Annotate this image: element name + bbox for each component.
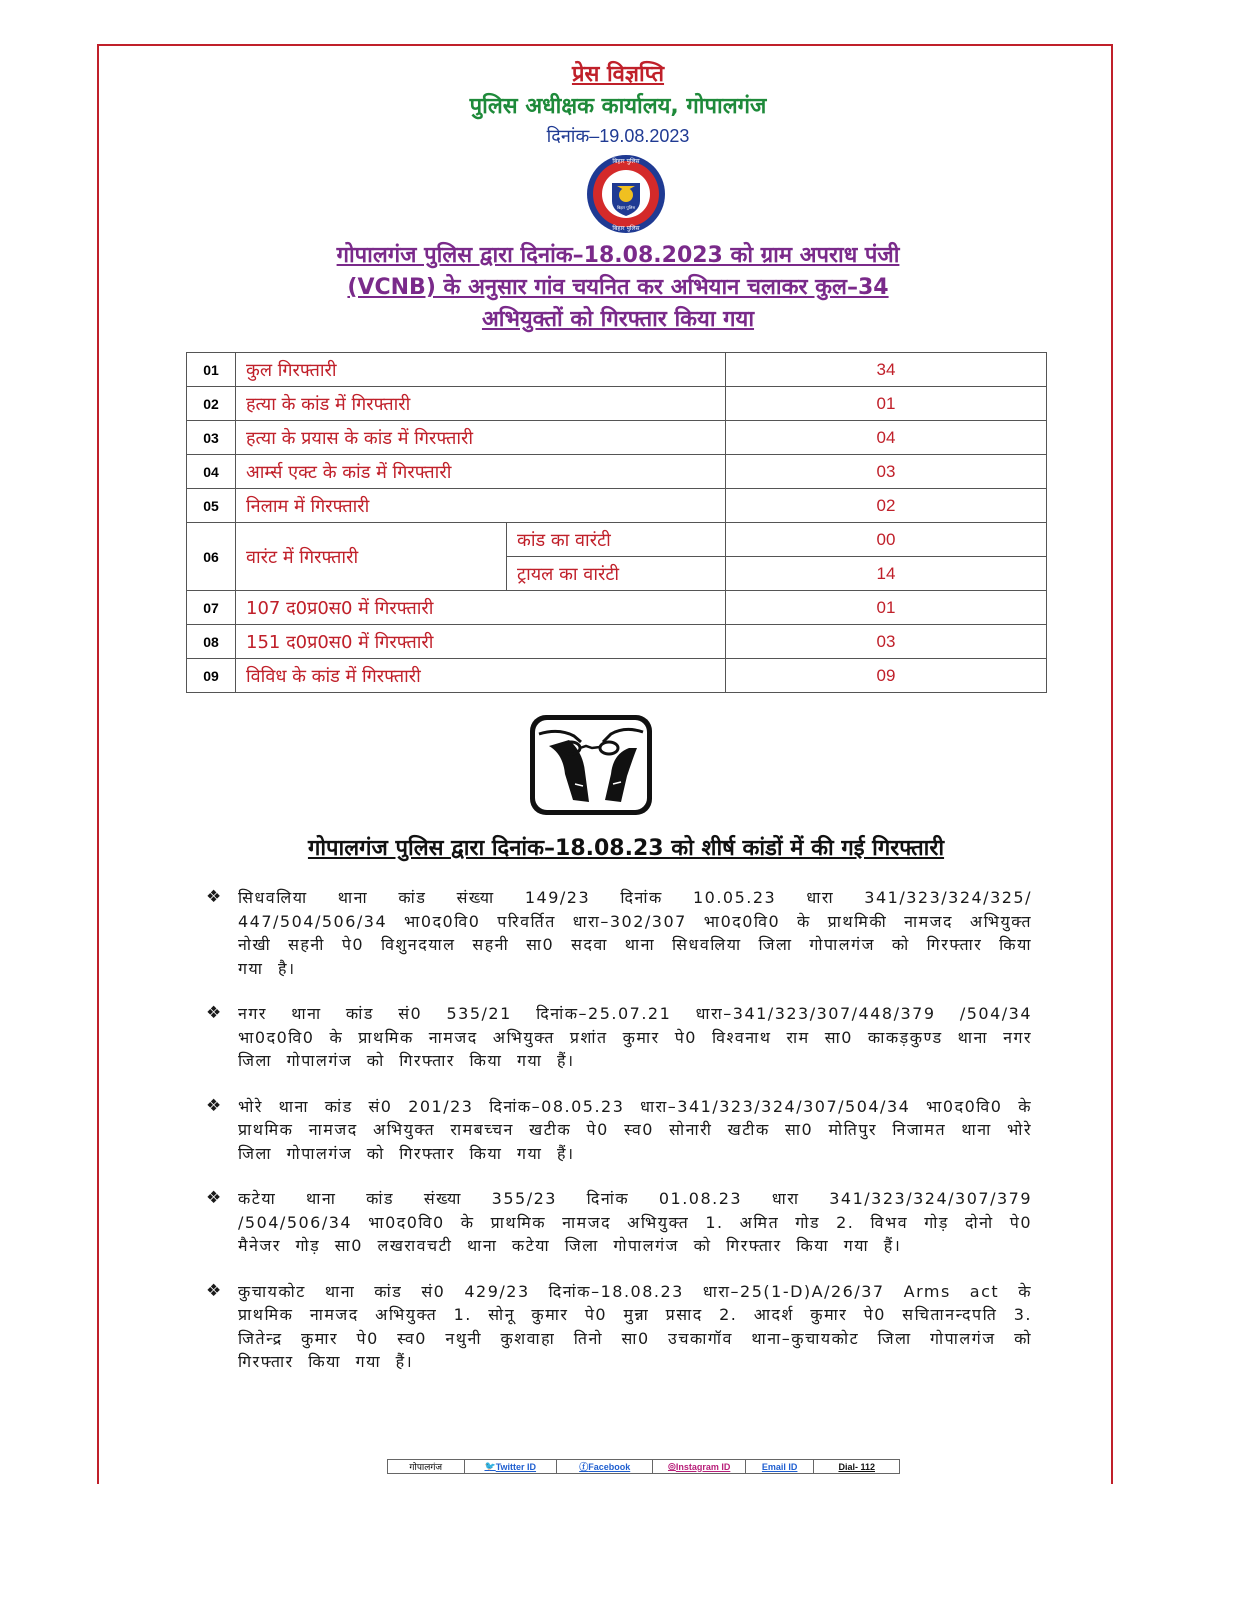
- row-label: 107 द0प्र0स0 में गिरफ्तारी: [236, 591, 726, 625]
- table-row: [187, 455, 1047, 489]
- bullet-diamond-icon: ❖: [206, 1003, 223, 1023]
- footer-social-bar: [387, 1459, 900, 1474]
- bullet-diamond-icon: ❖: [206, 1280, 223, 1301]
- table-row: [187, 387, 1047, 421]
- release-date: दिनांक–19.08.2023: [546, 126, 690, 146]
- seal-text-top: बिहार पुलिस: [612, 158, 640, 165]
- row-label: निलाम में गिरफ्तारी: [236, 489, 726, 523]
- list-item-text: सिधवलिया थाना कांड संख्या 149/23 दिनांक 10.05.23 धारा 341/323/324/325/ 447/504/506/34 भा0द0वि0 परिवर्तित धारा–302/307 भा0द0वि0 के प्राथमिकी नामजद अभियुक्त नोखी सहनी पे0 विशुनदयाल सहनी सा0 सदवा थाना सिधवलिया जिला गोपालगंज को गिरफ्तार किया गया है।: [238, 888, 1032, 978]
- list-item: [206, 886, 1032, 980]
- row-number: 03: [187, 421, 236, 455]
- row-value: 34: [726, 353, 1047, 387]
- headline-line-2: (VCNB) के अनुसार गांव चयनित कर अभियान चलाकर कुल–34: [347, 275, 889, 300]
- table-row: [187, 659, 1047, 693]
- seal-text-bottom: बिहार पुलिस: [612, 225, 640, 232]
- list-item: [206, 1187, 1032, 1258]
- twitter-link[interactable]: 🐦 Twitter ID: [465, 1460, 557, 1473]
- row-value: 01: [726, 591, 1047, 625]
- list-item-text: नगर थाना कांड सं0 535/21 दिनांक–25.07.21 धारा–341/323/307/448/379 /504/34 भा0द0वि0 के प्राथमिक नामजद अभियुक्त प्रशांत कुमार पे0 विश्वनाथ राम सा0 काकड़कुण्ड थाना नगर जिला गोपालगंज को गिरफ्तार किया गया हैं।: [238, 1004, 1032, 1070]
- row-value: 14: [726, 557, 1047, 591]
- row-value: 01: [726, 387, 1047, 421]
- row-value: 04: [726, 421, 1047, 455]
- office-name: पुलिस अधीक्षक कार्यालय, गोपालगंज: [469, 94, 767, 119]
- seal-text-inner: बिहार पुलिस: [616, 205, 636, 210]
- bullet-diamond-icon: ❖: [206, 1095, 223, 1116]
- handcuffs-icon: [529, 714, 653, 816]
- row-number: 07: [187, 591, 236, 625]
- row-number: 05: [187, 489, 236, 523]
- row-number: 04: [187, 455, 236, 489]
- table-row: [187, 523, 1047, 557]
- section-heading: गोपालगंज पुलिस द्वारा दिनांक–18.08.23 को शीर्ष कांडों में की गई गिरफ्तारी: [307, 836, 945, 861]
- row-label: वारंट में गिरफ्तारी: [236, 523, 507, 591]
- row-label: कुल गिरफ्तारी: [236, 353, 726, 387]
- list-item: [206, 1280, 1032, 1374]
- instagram-icon: ◎: [667, 1461, 676, 1471]
- bullet-diamond-icon: ❖: [206, 1188, 223, 1208]
- row-label: हत्या के कांड में गिरफ्तारी: [236, 387, 726, 421]
- warrant-sub-label: ट्रायल का वारंटी: [507, 557, 726, 591]
- row-number: 09: [187, 659, 236, 693]
- warrant-sub-label: कांड का वारंटी: [507, 523, 726, 557]
- list-item-text: कुचायकोट थाना कांड सं0 429/23 दिनांक–18.08.23 धारा–25(1-D)A/26/37 Arms act के प्राथमिक नामजद अभियुक्त 1. सोनू कुमार पे0 मुन्ना प्रसाद 2. आदर्श कुमार पे0 सचितानन्दपति 3. जितेन्द्र कुमार पे0 स्व0 नथुनी कुशवाहा तिनो सा0 उचकागॉव थाना–कुचायकोट जिला गोपालगंज को गिरफ्तार किया गया हैं।: [238, 1281, 1032, 1371]
- row-value: 09: [726, 659, 1047, 693]
- headline-line-3: अभियुक्तों को गिरफ्तार किया गया: [481, 307, 755, 332]
- table-row: [187, 489, 1047, 523]
- twitter-icon: 🐦: [484, 1461, 496, 1471]
- row-label: हत्या के प्रयास के कांड में गिरफ्तारी: [236, 421, 726, 455]
- email-link[interactable]: Email ID: [746, 1460, 815, 1473]
- row-value: 03: [726, 455, 1047, 489]
- table-row: [187, 353, 1047, 387]
- arrest-stats-table: [186, 352, 1047, 693]
- instagram-link[interactable]: ◎ Instagram ID: [653, 1460, 745, 1473]
- row-number: 08: [187, 625, 236, 659]
- row-label: विविध के कांड में गिरफ्तारी: [236, 659, 726, 693]
- press-release-title: प्रेस विज्ञप्ति: [571, 62, 665, 87]
- list-item: [206, 1002, 1032, 1073]
- row-value: 02: [726, 489, 1047, 523]
- row-label: आर्म्स एक्ट के कांड में गिरफ्तारी: [236, 455, 726, 489]
- list-item: [206, 1095, 1032, 1166]
- table-row: [187, 591, 1047, 625]
- row-number: 06: [187, 523, 236, 591]
- facebook-link[interactable]: ⓕ Facebook: [557, 1460, 653, 1473]
- row-value: 00: [726, 523, 1047, 557]
- table-row: [187, 421, 1047, 455]
- row-number: 02: [187, 387, 236, 421]
- footer-place: गोपालगंज: [388, 1460, 465, 1473]
- facebook-icon: ⓕ: [579, 1462, 589, 1472]
- bullet-diamond-icon: ❖: [206, 887, 223, 907]
- list-item-text: कटेया थाना कांड संख्या 355/23 दिनांक 01.08.23 धारा 341/323/324/307/379 /504/506/34 भा0द0वि0 के प्राथमिक नामजद अभियुक्त 1. अमित गोड 2. विभव गोड़ दोनो पे0 मैनेजर गोड़ सा0 लखरावचटी थाना कटेया जिला गोपालगंज को गिरफ्तार किया गया हैं।: [238, 1189, 1032, 1255]
- dial-link[interactable]: Dial- 112: [838, 1461, 875, 1472]
- bihar-police-seal-icon: [585, 153, 667, 235]
- row-label: 151 द0प्र0स0 में गिरफ्तारी: [236, 625, 726, 659]
- headline-line-1: गोपालगंज पुलिस द्वारा दिनांक–18.08.2023 को ग्राम अपराध पंजी: [336, 243, 900, 268]
- list-item-text: भोरे थाना कांड सं0 201/23 दिनांक–08.05.23 धारा–341/323/324/307/504/34 भा0द0वि0 के प्राथमिक नामजद अभियुक्त रामबच्चन खटीक पे0 स्व0 सोनारी खटीक सा0 मोतिपुर निजामत थाना भोरे जिला गोपालगंज को गिरफ्तार किया गया हैं।: [238, 1096, 1032, 1163]
- table-row: [187, 625, 1047, 659]
- arrest-details-list: [206, 886, 1032, 1396]
- row-value: 03: [726, 625, 1047, 659]
- headline: [250, 240, 986, 336]
- row-number: 01: [187, 353, 236, 387]
